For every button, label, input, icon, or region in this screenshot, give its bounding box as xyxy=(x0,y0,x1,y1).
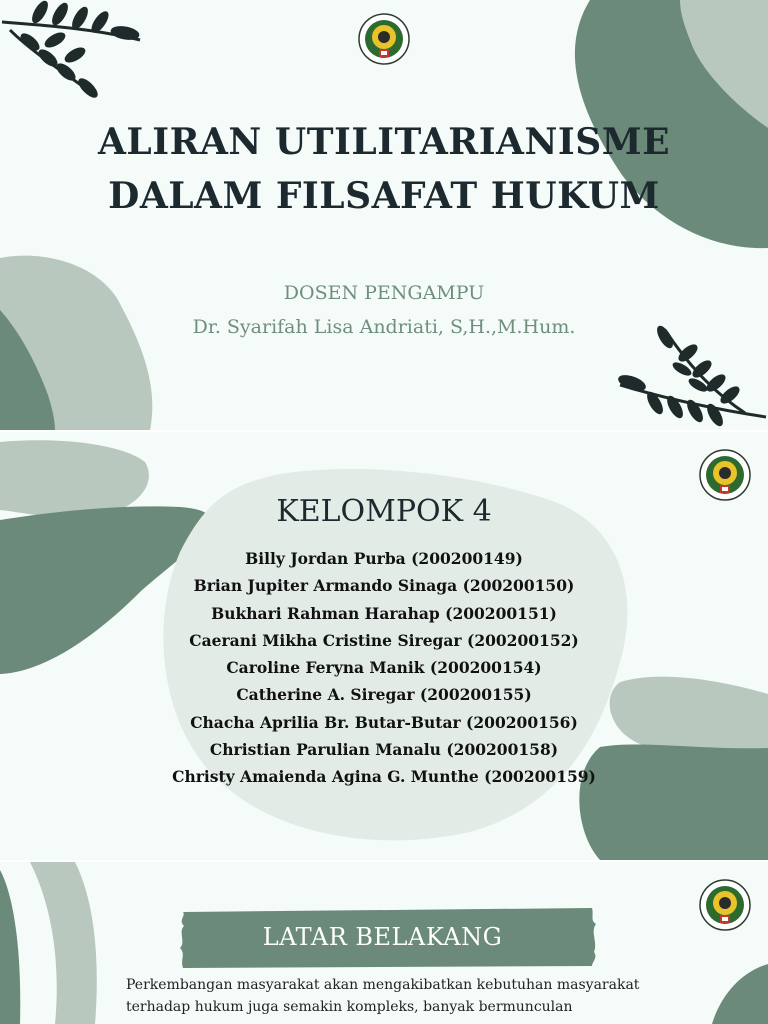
paragraph-line: Perkembangan masyarakat akan mengakibatkan kebutuhan masyarakat xyxy=(126,977,640,993)
group-title: KELOMPOK 4 xyxy=(276,494,492,529)
member-list xyxy=(0,545,768,791)
list-item: Christian Parulian Manalu (200200158) xyxy=(209,740,559,760)
title-slide xyxy=(0,0,768,430)
list-item: Brian Jupiter Armando Sinaga (200200150) xyxy=(193,576,575,596)
group-slide xyxy=(0,432,768,860)
background-slide xyxy=(0,862,768,1024)
section-heading: LATAR BELAKANG xyxy=(262,923,503,951)
university-seal-logo xyxy=(358,13,410,65)
page-title-line-1: ALIRAN UTILITARIANISME xyxy=(97,121,671,163)
page-title-line-2: DALAM FILSAFAT HUKUM xyxy=(108,175,660,217)
lecturer-name: Dr. Syarifah Lisa Andriati, S,H.,M.Hum. xyxy=(192,316,576,338)
university-seal-logo xyxy=(699,879,751,931)
list-item: Bukhari Rahman Harahap (200200151) xyxy=(211,603,557,623)
list-item: Chacha Aprilia Br. Butar-Butar (200200156) xyxy=(190,712,578,732)
list-item: Catherine A. Siregar (200200155) xyxy=(236,685,532,705)
lecturer-label: DOSEN PENGAMPU xyxy=(283,282,485,304)
body-paragraph xyxy=(126,974,642,1018)
paragraph-line: terhadap hukum juga semakin kompleks, banyak bermunculan xyxy=(126,999,573,1015)
list-item: Billy Jordan Purba (200200149) xyxy=(245,549,523,568)
leaf-branch-icon xyxy=(0,0,160,110)
list-item: Caroline Feryna Manik (200200154) xyxy=(226,658,542,678)
list-item: Caerani Mikha Cristine Siregar (200200152) xyxy=(189,630,579,650)
list-item: Christy Amaienda Agina G. Munthe (200200159) xyxy=(172,767,596,787)
